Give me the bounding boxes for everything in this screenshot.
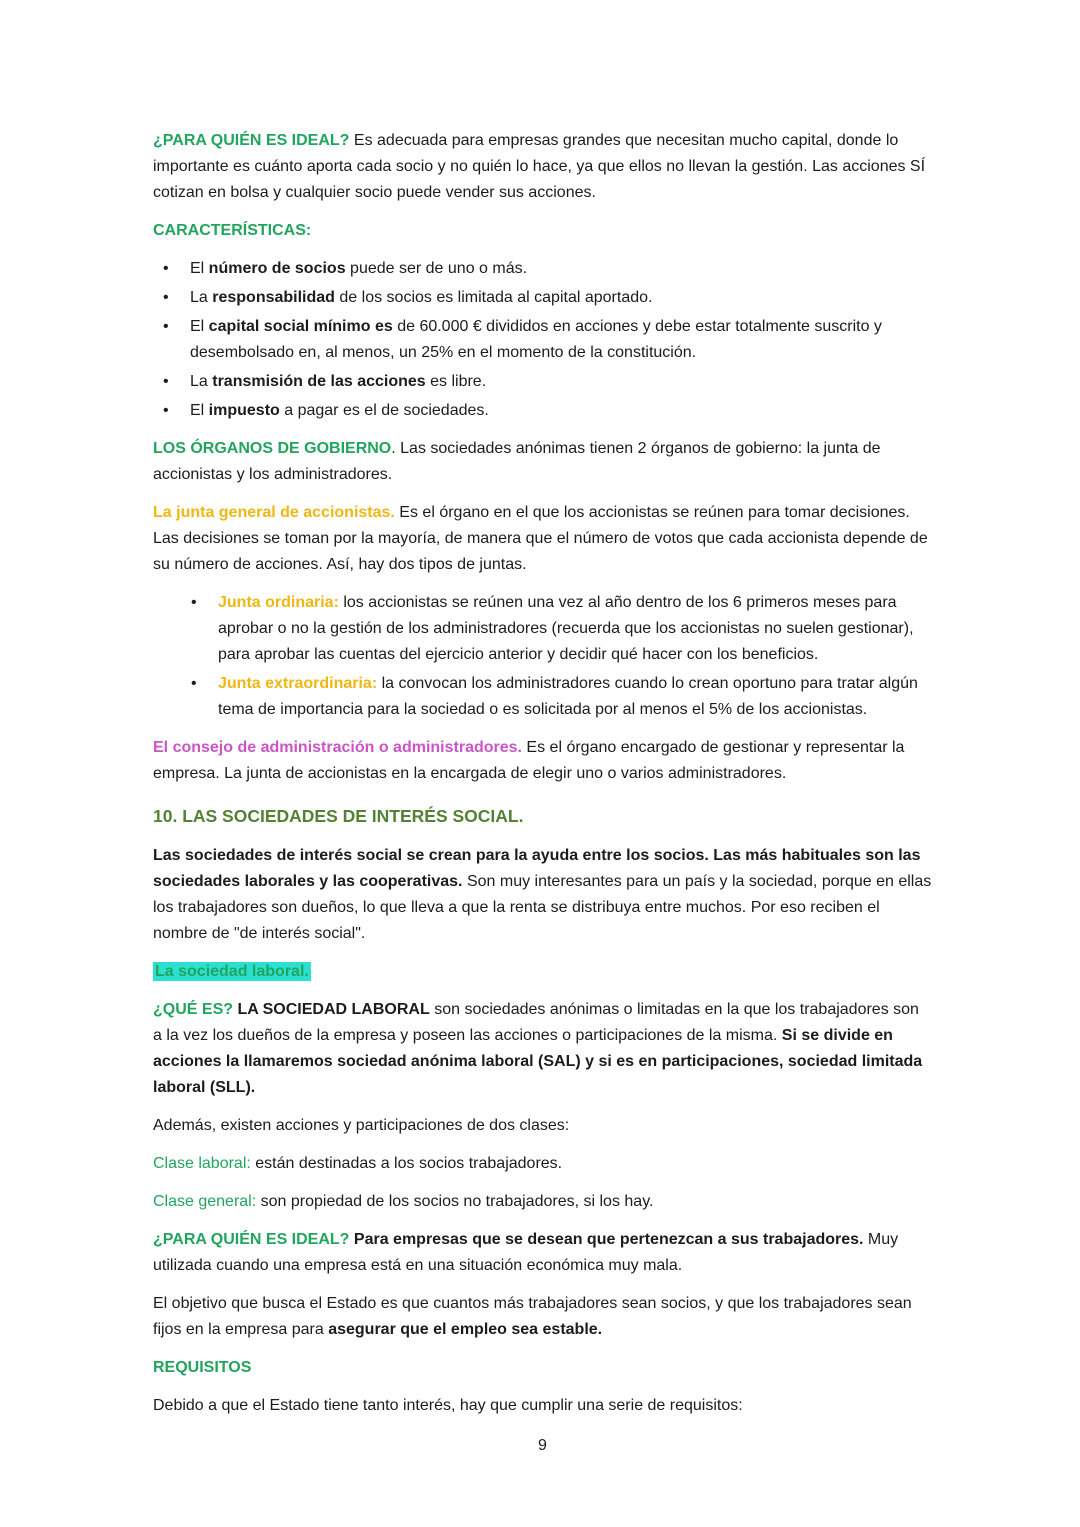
text-run: Las sociedades de interés social se crean para la ayuda entre los socios. Las más habituales son las sociedades laborales y las cooperativas. bbox=[153, 847, 921, 890]
text-run: La bbox=[190, 373, 213, 390]
paragraph bbox=[153, 218, 932, 244]
text-run: CARACTERÍSTICAS: bbox=[153, 222, 312, 239]
text-run: El bbox=[190, 318, 209, 335]
bullet-item bbox=[153, 256, 932, 282]
paragraph bbox=[153, 735, 932, 787]
bullet-item bbox=[153, 314, 932, 366]
text-run: El objetivo que busca el Estado es que cuantos más trabajadores sean socios, y que los trabajadores sean fijos en la empresa para bbox=[153, 1295, 912, 1338]
text-run: . Las sociedades anónimas tienen 2 órganos de gobierno: la junta de accionistas y los administradores. bbox=[153, 440, 881, 483]
text-run: impuesto bbox=[208, 402, 280, 419]
text-run: la convocan los administradores cuando lo crean oportuno para tratar algún tema de importancia para la sociedad o es solicitada por al menos el 5% de los accionistas. bbox=[218, 675, 918, 718]
paragraph bbox=[153, 843, 932, 947]
text-run: El bbox=[190, 260, 209, 277]
text-run: Además, existen acciones y participaciones de dos clases: bbox=[153, 1117, 570, 1134]
text-run: Para empresas que se desean que pertenezcan a sus trabajadores. bbox=[353, 1231, 864, 1248]
text-run: ¿PARA QUIÉN ES IDEAL? bbox=[153, 1231, 354, 1248]
text-run: Clase laboral: bbox=[153, 1155, 251, 1172]
paragraph bbox=[153, 1393, 932, 1419]
text-run: ¿PARA QUIÉN ES IDEAL? bbox=[153, 132, 354, 149]
bullet-item bbox=[153, 671, 932, 723]
text-run: El bbox=[190, 402, 209, 419]
text-run: transmisión de las acciones bbox=[212, 373, 426, 390]
text-run: Es el órgano en el que los accionistas se reúnen para tomar decisiones. Las decisiones se toman por la mayoría, de manera que el número de votos que cada accionista depende de su número de acciones. Así, hay dos tipos de juntas. bbox=[153, 504, 928, 573]
text-run: son sociedades anónimas o limitadas en la que los trabajadores son a la vez los dueños de la empresa y poseen las acciones o participaciones de la misma. bbox=[153, 1001, 919, 1044]
text-run: Es adecuada para empresas grandes que necesitan mucho capital, donde lo importante es cuánto aporta cada socio y no quién lo hace, ya que ellos no llevan la gestión. Las acciones SÍ cotizan en bolsa y cualquier socio puede vender sus acciones. bbox=[153, 132, 926, 201]
text-run: Son muy interesantes para un país y la sociedad, porque en ellas los trabajadores son dueños, lo que lleva a que la renta se distribuya entre muchos. Por eso reciben el nombre de "de interés social". bbox=[153, 873, 932, 942]
text-run: ¿QUÉ ES? bbox=[153, 1001, 238, 1018]
section-heading bbox=[153, 803, 932, 829]
bullet-item bbox=[153, 398, 932, 424]
text-run: LOS ÓRGANOS DE GOBIERNO bbox=[153, 440, 392, 457]
bullet-list bbox=[153, 590, 932, 723]
text-run: responsabilidad bbox=[212, 289, 335, 306]
text-run: La junta general de accionistas. bbox=[153, 504, 395, 521]
text-run: REQUISITOS bbox=[153, 1359, 252, 1376]
text-run: los accionistas se reúnen una vez al año dentro de los 6 primeros meses para aprobar o no la gestión de los administradores (recuerda que los accionistas no suelen gestionar), para aprobar las cuentas del ejercicio anterior y decidir qué hacer con los beneficios. bbox=[218, 594, 914, 663]
page-number: 9 bbox=[538, 1437, 547, 1454]
paragraph bbox=[153, 1355, 932, 1381]
text-run: puede ser de uno o más. bbox=[345, 260, 528, 277]
text-run: LA SOCIEDAD LABORAL bbox=[237, 1001, 430, 1018]
text-run: El consejo de administración o administradores. bbox=[153, 739, 522, 756]
text-run: Es el órgano encargado de gestionar y representar la empresa. La junta de accionistas en la encargada de elegir uno o varios administradores. bbox=[153, 739, 905, 782]
text-run: están destinadas a los socios trabajadores. bbox=[250, 1155, 563, 1172]
text-run: a pagar es el de sociedades. bbox=[279, 402, 489, 419]
text-run: Junta extraordinaria: bbox=[218, 675, 378, 692]
bullet-list bbox=[153, 256, 932, 424]
text-run: Si se divide en acciones la llamaremos sociedad anónima laboral (SAL) y si es en participaciones, sociedad limitada laboral (SLL). bbox=[153, 1027, 923, 1096]
paragraph bbox=[153, 1291, 932, 1343]
text-run: son propiedad de los socios no trabajadores, si los hay. bbox=[256, 1193, 654, 1210]
paragraph bbox=[153, 436, 932, 488]
text-run: Muy utilizada cuando una empresa está en una situación económica muy mala. bbox=[153, 1231, 899, 1274]
paragraph bbox=[153, 997, 932, 1101]
text-run: 10. LAS SOCIEDADES DE INTERÉS SOCIAL. bbox=[153, 806, 524, 826]
text-run: es libre. bbox=[425, 373, 487, 390]
text-run: Junta ordinaria: bbox=[218, 594, 339, 611]
text-run: de 60.000 € divididos en acciones y debe estar totalmente suscrito y desembolsado en, al menos, un 25% en el momento de la constitución. bbox=[190, 318, 882, 361]
text-run: Clase general: bbox=[153, 1193, 257, 1210]
text-run: asegurar que el empleo sea estable. bbox=[328, 1321, 603, 1338]
paragraph bbox=[153, 959, 932, 985]
text-run: Debido a que el Estado tiene tanto interés, hay que cumplir una serie de requisitos: bbox=[153, 1397, 743, 1414]
paragraph bbox=[153, 1227, 932, 1279]
paragraph bbox=[153, 1151, 932, 1177]
paragraph bbox=[153, 1113, 932, 1139]
text-run: La sociedad laboral. bbox=[155, 963, 309, 980]
paragraph bbox=[153, 1189, 932, 1215]
text-run: La bbox=[190, 289, 213, 306]
bullet-item bbox=[153, 590, 932, 668]
paragraph bbox=[153, 500, 932, 578]
document-body bbox=[153, 128, 932, 1419]
bullet-item bbox=[153, 369, 932, 395]
paragraph bbox=[153, 128, 932, 206]
text-run: capital social mínimo es bbox=[208, 318, 393, 335]
text-run: de los socios es limitada al capital aportado. bbox=[334, 289, 653, 306]
text-run: número de socios bbox=[208, 260, 346, 277]
bullet-item bbox=[153, 285, 932, 311]
